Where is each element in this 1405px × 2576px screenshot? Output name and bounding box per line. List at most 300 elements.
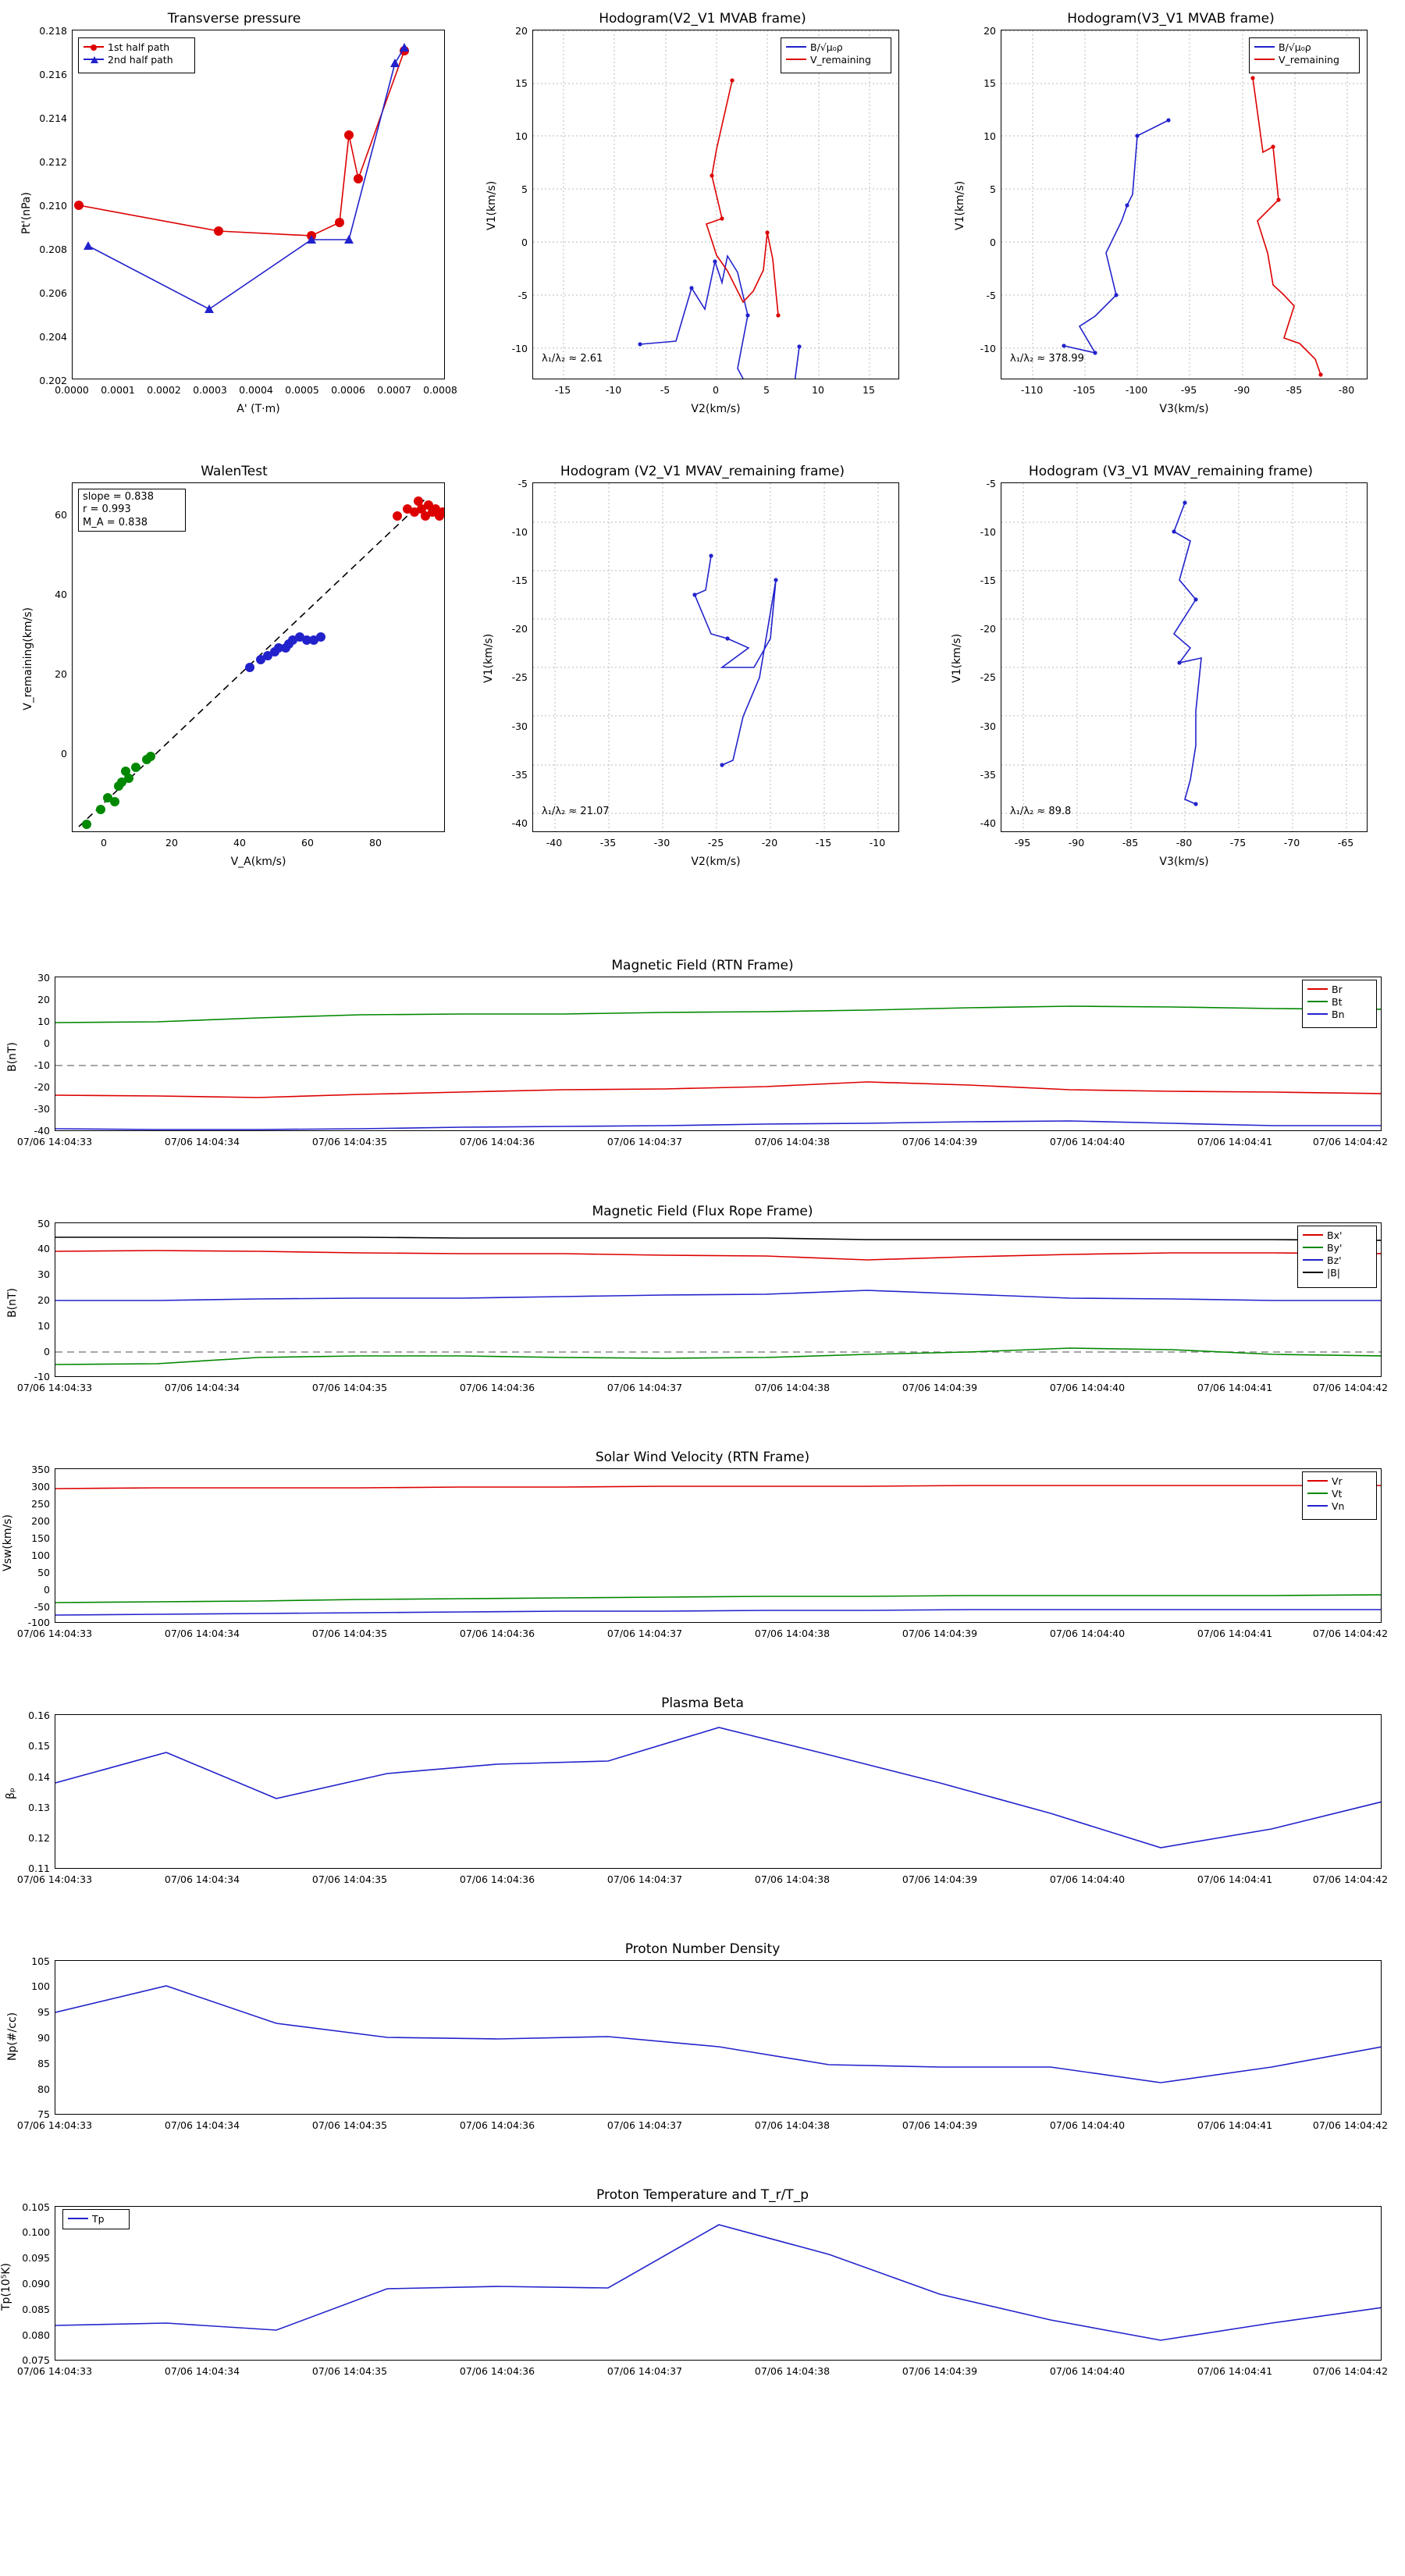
ytick: 80 xyxy=(37,2083,50,2095)
ytick: -10 xyxy=(34,1371,50,1382)
legend-item-1 xyxy=(1307,995,1371,1008)
ytick: 0.210 xyxy=(39,200,67,212)
xtick: -110 xyxy=(1020,384,1044,396)
xtick: -30 xyxy=(653,837,670,849)
xtick: -85 xyxy=(1286,384,1303,396)
plot-area xyxy=(55,1714,1382,1869)
ytick: 0 xyxy=(44,1346,50,1357)
legend-label: B/√μ₀ρ xyxy=(1279,41,1311,53)
ytick: 0.105 xyxy=(22,2201,50,2213)
y-axis-label: V1(km/s) xyxy=(951,633,963,683)
ytick: 5 xyxy=(521,183,528,195)
legend xyxy=(1302,980,1377,1028)
xtick: 07/06 14:04:33 xyxy=(16,1628,93,1639)
xtick: 07/06 14:04:38 xyxy=(754,2365,831,2377)
xtick: -15 xyxy=(554,384,571,396)
xtick: 07/06 14:04:34 xyxy=(164,1382,240,1393)
hodogram-v2v1-svg xyxy=(533,30,899,379)
walen-r: r = 0.993 xyxy=(83,503,131,516)
legend-label: Bn xyxy=(1332,1008,1345,1020)
legend xyxy=(1249,37,1360,73)
legend-swatch-bx xyxy=(1303,1234,1323,1236)
xtick: -20 xyxy=(761,837,778,849)
ytick: 300 xyxy=(31,1481,50,1493)
ytick: 0.075 xyxy=(22,2354,50,2366)
xtick: 07/06 14:04:35 xyxy=(311,1628,388,1639)
ytick: -35 xyxy=(511,769,528,781)
chart-title: Proton Temperature and T_r/T_p xyxy=(596,2187,809,2203)
xtick: -95 xyxy=(1180,384,1197,396)
ytick: -10 xyxy=(980,526,996,538)
xtick: 07/06 14:04:41 xyxy=(1197,2365,1273,2377)
xtick: -15 xyxy=(815,837,832,849)
xtick: 07/06 14:04:34 xyxy=(164,1873,240,1885)
mag-rtn-svg xyxy=(55,977,1382,1131)
ytick: 0.11 xyxy=(28,1863,50,1874)
ytick: 20 xyxy=(37,994,50,1005)
proton-temperature-svg xyxy=(55,2207,1382,2361)
xtick: 07/06 14:04:39 xyxy=(902,2119,978,2131)
legend-label: Br xyxy=(1332,983,1343,995)
xtick: -105 xyxy=(1072,384,1096,396)
ytick: 105 xyxy=(31,1955,50,1967)
ytick: 0 xyxy=(61,748,67,760)
xtick: 5 xyxy=(763,384,770,396)
ytick: 20 xyxy=(984,25,996,37)
xtick: 07/06 14:04:35 xyxy=(311,1382,388,1393)
ytick: -35 xyxy=(980,769,996,781)
ytick: 100 xyxy=(31,1980,50,1992)
ytick: 0.204 xyxy=(39,331,67,343)
xtick: 07/06 14:04:36 xyxy=(459,2119,535,2131)
legend-swatch-vr xyxy=(1307,1480,1328,1482)
legend-label: 2nd half path xyxy=(108,53,173,66)
legend-label: Bx' xyxy=(1327,1229,1343,1241)
ytick: -10 xyxy=(980,343,996,354)
xtick: 0.0005 xyxy=(285,384,319,396)
xtick: 10 xyxy=(812,384,824,396)
legend-item-1 xyxy=(786,53,886,66)
ytick: -20 xyxy=(980,623,996,635)
xtick: 07/06 14:04:37 xyxy=(606,1136,683,1147)
ytick: -20 xyxy=(511,623,528,635)
legend-swatch-blue xyxy=(786,46,806,48)
ytick: 0 xyxy=(521,237,528,248)
xtick: 07/06 14:04:37 xyxy=(606,1382,683,1393)
legend-item-3 xyxy=(1303,1266,1371,1279)
x-axis-label: V3(km/s) xyxy=(1159,856,1209,868)
xtick: 20 xyxy=(165,837,178,849)
xtick: 07/06 14:04:36 xyxy=(459,1873,535,1885)
xtick: 07/06 14:04:41 xyxy=(1197,2119,1273,2131)
ytick: 0.214 xyxy=(39,112,67,124)
ytick: 0.212 xyxy=(39,156,67,168)
plot-area xyxy=(55,2206,1382,2361)
x-axis-label: V2(km/s) xyxy=(691,856,741,868)
xtick: 07/06 14:04:39 xyxy=(902,1382,978,1393)
ytick: 100 xyxy=(31,1550,50,1561)
legend-item-2 xyxy=(1303,1254,1371,1266)
panel-hodogram-v2v1-mvav xyxy=(468,453,937,890)
y-axis-label: B(nT) xyxy=(6,1288,19,1318)
hodogram-v3v1-mvav-svg xyxy=(1001,483,1368,832)
legend-label: Vn xyxy=(1332,1500,1345,1512)
ytick: -100 xyxy=(27,1617,50,1628)
ytick: 200 xyxy=(31,1515,50,1527)
xtick: 07/06 14:04:36 xyxy=(459,2365,535,2377)
panel-solar-wind-velocity xyxy=(0,1448,1405,1667)
xtick: 0.0002 xyxy=(147,384,181,396)
legend xyxy=(781,37,891,73)
xtick: 40 xyxy=(233,837,246,849)
legend-swatch-blue xyxy=(84,59,104,60)
ytick: 0.218 xyxy=(39,25,67,37)
legend-swatch-by xyxy=(1303,1247,1323,1248)
panel-plasma-beta xyxy=(0,1694,1405,1912)
ytick: -10 xyxy=(511,343,528,354)
ytick: 20 xyxy=(55,668,67,680)
legend-item-1 xyxy=(1254,53,1354,66)
mag-fluxrope-svg xyxy=(55,1223,1382,1377)
xtick: 0.0000 xyxy=(55,384,89,396)
plot-area xyxy=(55,1222,1382,1377)
hodogram-v3v1-svg xyxy=(1001,30,1368,379)
panel-hodogram-v2v1-mvab xyxy=(468,0,937,437)
ytick: 10 xyxy=(984,130,996,142)
eigenvalue-ratio-annotation: λ₁/λ₂ ≈ 21.07 xyxy=(542,806,610,817)
panel-proton-number-density xyxy=(0,1940,1405,2158)
panel-hodogram-v3v1-mvab xyxy=(937,0,1405,437)
plot-area xyxy=(532,30,899,379)
ytick: -40 xyxy=(980,817,996,829)
legend-swatch-bmag xyxy=(1303,1272,1323,1273)
y-axis-label: Vsw(km/s) xyxy=(2,1514,14,1571)
xtick: 0.0008 xyxy=(423,384,457,396)
ytick: 0.206 xyxy=(39,287,67,299)
xtick: 07/06 14:04:36 xyxy=(459,1628,535,1639)
panel-magnetic-field-rtn xyxy=(0,956,1405,1175)
xtick: 07/06 14:04:33 xyxy=(16,1382,93,1393)
ytick: 0.216 xyxy=(39,69,67,80)
legend-item-1 xyxy=(1307,1487,1371,1500)
legend-swatch-tp xyxy=(68,2218,88,2219)
x-axis-label: A' (T·m) xyxy=(237,403,280,415)
legend-swatch-red xyxy=(786,59,806,60)
ytick: 0.15 xyxy=(28,1740,50,1752)
xtick: 07/06 14:04:40 xyxy=(1049,2119,1126,2131)
ytick: 150 xyxy=(31,1532,50,1544)
xtick: 80 xyxy=(369,837,382,849)
y-axis-label: βₚ xyxy=(5,1788,17,1799)
xtick: 07/06 14:04:38 xyxy=(754,2119,831,2131)
xtick: 07/06 14:04:38 xyxy=(754,1136,831,1147)
legend-swatch-bn xyxy=(1307,1013,1328,1015)
x-axis-label: V2(km/s) xyxy=(691,403,741,415)
xtick: 07/06 14:04:40 xyxy=(1049,2365,1126,2377)
ytick: 85 xyxy=(37,2058,50,2069)
ytick: 0.13 xyxy=(28,1802,50,1813)
xtick: 07/06 14:04:41 xyxy=(1197,1136,1273,1147)
legend xyxy=(78,37,195,73)
panel-walen-test xyxy=(0,453,468,890)
ytick: 40 xyxy=(37,1243,50,1254)
y-axis-label: V1(km/s) xyxy=(954,180,966,230)
y-axis-label: V1(km/s) xyxy=(482,633,495,683)
ytick: 50 xyxy=(37,1218,50,1229)
xtick: 07/06 14:04:33 xyxy=(16,1136,93,1147)
ytick: 0.090 xyxy=(22,2278,50,2290)
plot-area xyxy=(532,482,899,832)
xtick: 07/06 14:04:34 xyxy=(164,1136,240,1147)
ytick: 95 xyxy=(37,2006,50,2018)
proton-density-svg xyxy=(55,1961,1382,2115)
walen-slope: slope = 0.838 xyxy=(83,491,154,503)
ytick: 20 xyxy=(37,1294,50,1306)
xtick: -90 xyxy=(1068,837,1085,849)
xtick: -95 xyxy=(1014,837,1031,849)
walen-ma: M_A = 0.838 xyxy=(83,516,148,528)
ytick: 10 xyxy=(37,1016,50,1027)
chart-title: Magnetic Field (RTN Frame) xyxy=(611,958,794,973)
xtick: -65 xyxy=(1337,837,1354,849)
plot-area xyxy=(55,977,1382,1131)
y-axis-label: Tp(10⁵K) xyxy=(0,2263,12,2311)
ytick: 40 xyxy=(55,589,67,600)
ytick: 0 xyxy=(44,1037,50,1049)
xtick: -10 xyxy=(869,837,886,849)
ytick: -30 xyxy=(34,1103,50,1115)
ytick: 0.095 xyxy=(22,2252,50,2264)
xtick: 07/06 14:04:42 xyxy=(1312,1628,1389,1639)
y-axis-label: Np(#/cc) xyxy=(6,2012,19,2061)
ytick: -10 xyxy=(34,1059,50,1071)
plot-area xyxy=(72,30,445,379)
plot-area xyxy=(55,1468,1382,1623)
plasma-beta-svg xyxy=(55,1715,1382,1869)
legend-swatch-blue xyxy=(1254,46,1275,48)
xtick: 07/06 14:04:42 xyxy=(1312,1873,1389,1885)
xtick: -40 xyxy=(546,837,563,849)
xtick: -35 xyxy=(599,837,617,849)
xtick: 60 xyxy=(301,837,314,849)
xtick: 07/06 14:04:39 xyxy=(902,2365,978,2377)
legend xyxy=(1302,1471,1377,1520)
plot-area xyxy=(1001,30,1368,379)
legend-label: 1st half path xyxy=(108,41,170,53)
eigenvalue-ratio-annotation: λ₁/λ₂ ≈ 2.61 xyxy=(542,353,603,365)
xtick: 07/06 14:04:34 xyxy=(164,2365,240,2377)
xtick: 07/06 14:04:38 xyxy=(754,1382,831,1393)
xtick: 07/06 14:04:40 xyxy=(1049,1628,1126,1639)
ytick: -25 xyxy=(980,671,996,683)
walen-svg xyxy=(73,483,445,832)
ytick: 60 xyxy=(55,509,67,521)
xtick: 0.0001 xyxy=(101,384,135,396)
legend-label: Vt xyxy=(1332,1487,1343,1500)
ytick: -30 xyxy=(511,720,528,732)
legend-item-0 xyxy=(68,2212,124,2225)
x-axis-label: V_A(km/s) xyxy=(230,856,286,868)
hodogram-v2v1-mvav-svg xyxy=(533,483,899,832)
xtick: 07/06 14:04:37 xyxy=(606,1873,683,1885)
x-axis-label: V3(km/s) xyxy=(1159,403,1209,415)
xtick: -80 xyxy=(1338,384,1355,396)
legend-label: Bz' xyxy=(1327,1254,1342,1266)
legend-label: B/√μ₀ρ xyxy=(810,41,843,53)
xtick: 07/06 14:04:40 xyxy=(1049,1136,1126,1147)
xtick: 0.0004 xyxy=(239,384,273,396)
legend-item-1 xyxy=(84,53,190,66)
xtick: 07/06 14:04:34 xyxy=(164,2119,240,2131)
ytick: -5 xyxy=(986,478,996,489)
legend-item-1 xyxy=(1303,1241,1371,1254)
ytick: 5 xyxy=(990,183,996,195)
ytick: -15 xyxy=(511,575,528,586)
legend-swatch-vn xyxy=(1307,1505,1328,1507)
ytick: -25 xyxy=(511,671,528,683)
legend-swatch-red xyxy=(84,46,104,48)
ytick: 10 xyxy=(37,1320,50,1332)
ytick: -15 xyxy=(980,575,996,586)
legend-label: By' xyxy=(1327,1241,1343,1254)
ytick: 0.085 xyxy=(22,2304,50,2315)
xtick: 0 xyxy=(713,384,719,396)
walen-stats-box xyxy=(78,489,186,532)
chart-title: Hodogram(V2_V1 MVAB frame) xyxy=(599,11,806,27)
legend-item-0 xyxy=(1303,1229,1371,1241)
xtick: 07/06 14:04:40 xyxy=(1049,1382,1126,1393)
xtick: 07/06 14:04:33 xyxy=(16,1873,93,1885)
xtick: 07/06 14:04:41 xyxy=(1197,1873,1273,1885)
xtick: -70 xyxy=(1283,837,1300,849)
xtick: 07/06 14:04:42 xyxy=(1312,2365,1389,2377)
panel-hodogram-v3v1-mvav xyxy=(937,453,1405,890)
chart-title: Proton Number Density xyxy=(624,1941,781,1957)
ytick: 0.16 xyxy=(28,1710,50,1721)
xtick: 07/06 14:04:37 xyxy=(606,2365,683,2377)
xtick: 07/06 14:04:42 xyxy=(1312,2119,1389,2131)
xtick: 07/06 14:04:39 xyxy=(902,1628,978,1639)
y-axis-label: V_remaining(km/s) xyxy=(22,607,34,710)
xtick: 07/06 14:04:33 xyxy=(16,2365,93,2377)
xtick: 07/06 14:04:42 xyxy=(1312,1136,1389,1147)
plot-area xyxy=(55,1960,1382,2115)
ytick: 75 xyxy=(37,2108,50,2120)
xtick: 07/06 14:04:41 xyxy=(1197,1382,1273,1393)
xtick: 0.0007 xyxy=(377,384,411,396)
xtick: 07/06 14:04:42 xyxy=(1312,1382,1389,1393)
xtick: 07/06 14:04:36 xyxy=(459,1382,535,1393)
ytick: 250 xyxy=(31,1498,50,1510)
xtick: 07/06 14:04:34 xyxy=(164,1628,240,1639)
ytick: 10 xyxy=(515,130,528,142)
legend-item-2 xyxy=(1307,1500,1371,1512)
legend-label: |B| xyxy=(1327,1266,1340,1279)
ytick: 350 xyxy=(31,1464,50,1475)
xtick: 0 xyxy=(101,837,107,849)
xtick: -100 xyxy=(1125,384,1148,396)
xtick: 07/06 14:04:35 xyxy=(311,2365,388,2377)
legend-item-0 xyxy=(1307,1475,1371,1487)
xtick: -80 xyxy=(1176,837,1193,849)
xtick: -85 xyxy=(1122,837,1139,849)
legend-label: V_remaining xyxy=(1279,53,1339,66)
ytick: -20 xyxy=(34,1081,50,1093)
chart-title: Plasma Beta xyxy=(661,1695,744,1711)
ytick: 20 xyxy=(515,25,528,37)
ytick: 0.202 xyxy=(39,375,67,386)
ytick: -5 xyxy=(518,290,528,301)
xtick: 07/06 14:04:41 xyxy=(1197,1628,1273,1639)
legend-label: Vr xyxy=(1332,1475,1343,1487)
xtick: 07/06 14:04:38 xyxy=(754,1873,831,1885)
legend-swatch-vt xyxy=(1307,1493,1328,1494)
panel-proton-temperature xyxy=(0,2186,1405,2412)
xtick: 07/06 14:04:37 xyxy=(606,2119,683,2131)
chart-title: Hodogram (V3_V1 MVAV_remaining frame) xyxy=(1028,464,1314,479)
xtick: 07/06 14:04:36 xyxy=(459,1136,535,1147)
xtick: 07/06 14:04:37 xyxy=(606,1628,683,1639)
legend-item-0 xyxy=(786,41,886,53)
ytick: -50 xyxy=(34,1601,50,1613)
legend-item-0 xyxy=(1254,41,1354,53)
ytick: 0.100 xyxy=(22,2226,50,2238)
legend-swatch-bt xyxy=(1307,1001,1328,1002)
legend-item-2 xyxy=(1307,1008,1371,1020)
xtick: 07/06 14:04:35 xyxy=(311,1136,388,1147)
plot-area xyxy=(1001,482,1368,832)
ytick: 15 xyxy=(515,77,528,89)
xtick: -10 xyxy=(605,384,622,396)
eigenvalue-ratio-annotation: λ₁/λ₂ ≈ 378.99 xyxy=(1010,353,1084,365)
ytick: 30 xyxy=(37,972,50,984)
chart-title: Hodogram (V2_V1 MVAV_remaining frame) xyxy=(560,464,845,479)
legend-item-0 xyxy=(84,41,190,53)
ytick: 0.208 xyxy=(39,244,67,255)
legend-swatch-red xyxy=(1254,59,1275,60)
legend-item-0 xyxy=(1307,983,1371,995)
chart-title: Magnetic Field (Flux Rope Frame) xyxy=(592,1204,813,1219)
ytick: 0.12 xyxy=(28,1832,50,1844)
y-axis-label: V1(km/s) xyxy=(486,180,498,230)
ytick: 90 xyxy=(37,2032,50,2044)
xtick: 07/06 14:04:33 xyxy=(16,2119,93,2131)
chart-title: WalenTest xyxy=(201,464,268,479)
xtick: -5 xyxy=(660,384,670,396)
legend-label: V_remaining xyxy=(810,53,871,66)
ytick: -5 xyxy=(518,478,528,489)
ytick: 50 xyxy=(37,1567,50,1578)
ytick: 0 xyxy=(990,237,996,248)
ytick: 30 xyxy=(37,1268,50,1280)
xtick: 07/06 14:04:35 xyxy=(311,2119,388,2131)
legend-label: Bt xyxy=(1332,995,1343,1008)
legend xyxy=(1297,1226,1377,1288)
chart-title: Solar Wind Velocity (RTN Frame) xyxy=(595,1450,810,1465)
xtick: 07/06 14:04:35 xyxy=(311,1873,388,1885)
xtick: 0.0003 xyxy=(193,384,227,396)
ytick: 0.080 xyxy=(22,2329,50,2341)
xtick: -90 xyxy=(1233,384,1250,396)
xtick: 07/06 14:04:38 xyxy=(754,1628,831,1639)
y-axis-label: Pt'(nPa) xyxy=(20,192,33,234)
xtick: -25 xyxy=(707,837,724,849)
transverse-pressure-svg xyxy=(73,30,445,379)
legend-label: Tp xyxy=(92,2212,105,2225)
ytick: -10 xyxy=(511,526,528,538)
legend-swatch-br xyxy=(1307,988,1328,990)
xtick: -75 xyxy=(1229,837,1247,849)
